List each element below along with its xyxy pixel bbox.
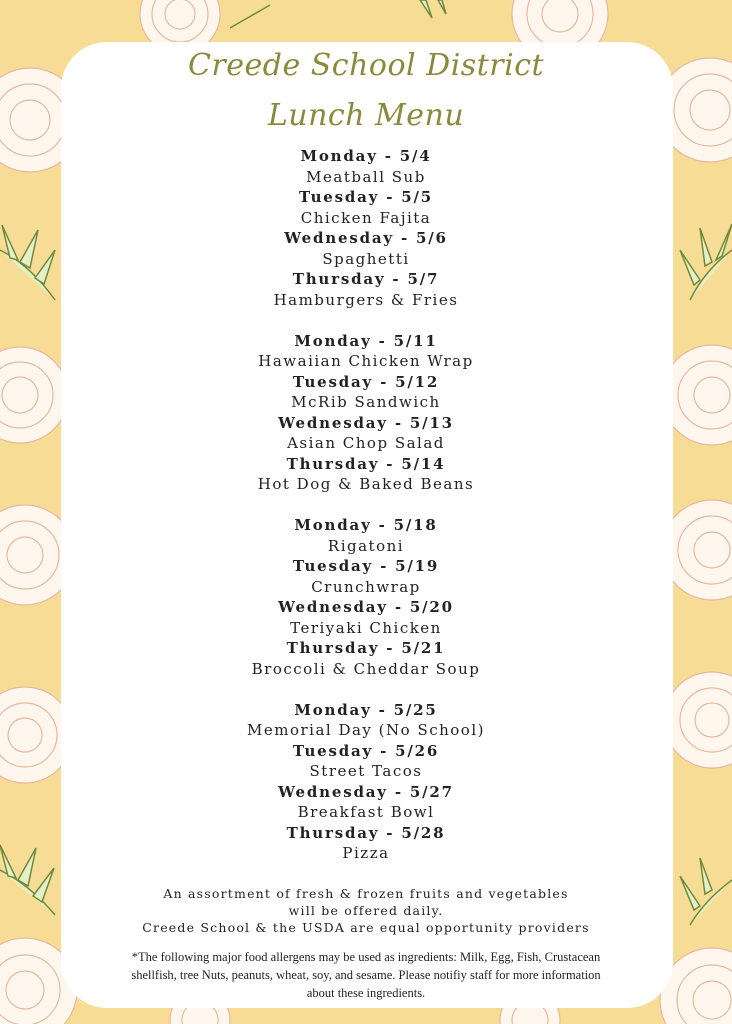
leaf-icon	[230, 0, 446, 28]
day-heading: Tuesday - 5/19	[292, 557, 440, 575]
meal-item: Asian Chop Salad	[287, 434, 445, 452]
produce-note-line1: An assortment of fresh & frozen fruits and vegetables	[163, 886, 569, 901]
day-heading: Tuesday - 5/12	[292, 372, 440, 391]
day-heading: Monday - 5/11	[294, 331, 438, 350]
day-heading: Thursday - 5/21	[286, 639, 446, 657]
meal-item: Crunchwrap	[311, 577, 421, 596]
day-heading: Wednesday - 5/27	[278, 782, 454, 801]
day-heading: Thursday - 5/28	[286, 823, 446, 842]
day-heading: Thursday - 5/7	[292, 270, 440, 288]
day-heading: Thursday - 5/14	[286, 454, 446, 473]
week-block	[0, 331, 732, 495]
day-heading: Monday - 5/25	[294, 700, 438, 719]
produce-note-line2: will be offered daily.	[288, 903, 444, 918]
day-heading: Tuesday - 5/26	[292, 741, 440, 760]
allergen-notice: *The following major food allergens may be used as ingredients: Milk, Egg, Fish, Crustacean shellfish, tree Nuts, peanuts, wheat, soy, and sesame. Please notifiy staff for more information about these ingredients.	[131, 950, 601, 1000]
meal-item: Hawaiian Chicken Wrap	[258, 352, 474, 370]
meal-item: Broccoli & Cheddar Soup	[251, 659, 481, 678]
district-title: Creede School District	[187, 48, 545, 83]
meal-item: McRib Sandwich	[291, 393, 441, 411]
day-heading: Wednesday - 5/20	[278, 598, 454, 616]
meal-item: Street Tacos	[309, 762, 423, 780]
week-block	[0, 146, 732, 310]
day-heading: Monday - 5/4	[300, 147, 432, 165]
meal-item: Teriyaki Chicken	[290, 618, 442, 637]
week-block	[0, 700, 732, 864]
meal-item: Hot Dog & Baked Beans	[257, 475, 475, 493]
meal-item: Hamburgers & Fries	[273, 290, 459, 309]
day-heading: Wednesday - 5/13	[278, 413, 454, 432]
meal-item: Meatball Sub	[306, 167, 426, 186]
day-heading: Monday - 5/18	[294, 516, 438, 534]
meal-item: Rigatoni	[327, 536, 405, 555]
menu-title: Lunch Menu	[267, 98, 465, 133]
weekly-menu	[0, 146, 732, 884]
meal-item: Spaghetti	[322, 249, 410, 268]
meal-item: Breakfast Bowl	[297, 803, 435, 821]
week-block	[0, 515, 732, 679]
meal-item: Chicken Fajita	[300, 208, 432, 227]
meal-item: Memorial Day (No School)	[246, 721, 485, 739]
day-heading: Tuesday - 5/5	[298, 188, 434, 206]
day-heading: Wednesday - 5/6	[284, 229, 448, 247]
equal-opportunity-note: Creede School & the USDA are equal opportunity providers	[142, 920, 590, 935]
meal-item: Pizza	[342, 844, 390, 862]
